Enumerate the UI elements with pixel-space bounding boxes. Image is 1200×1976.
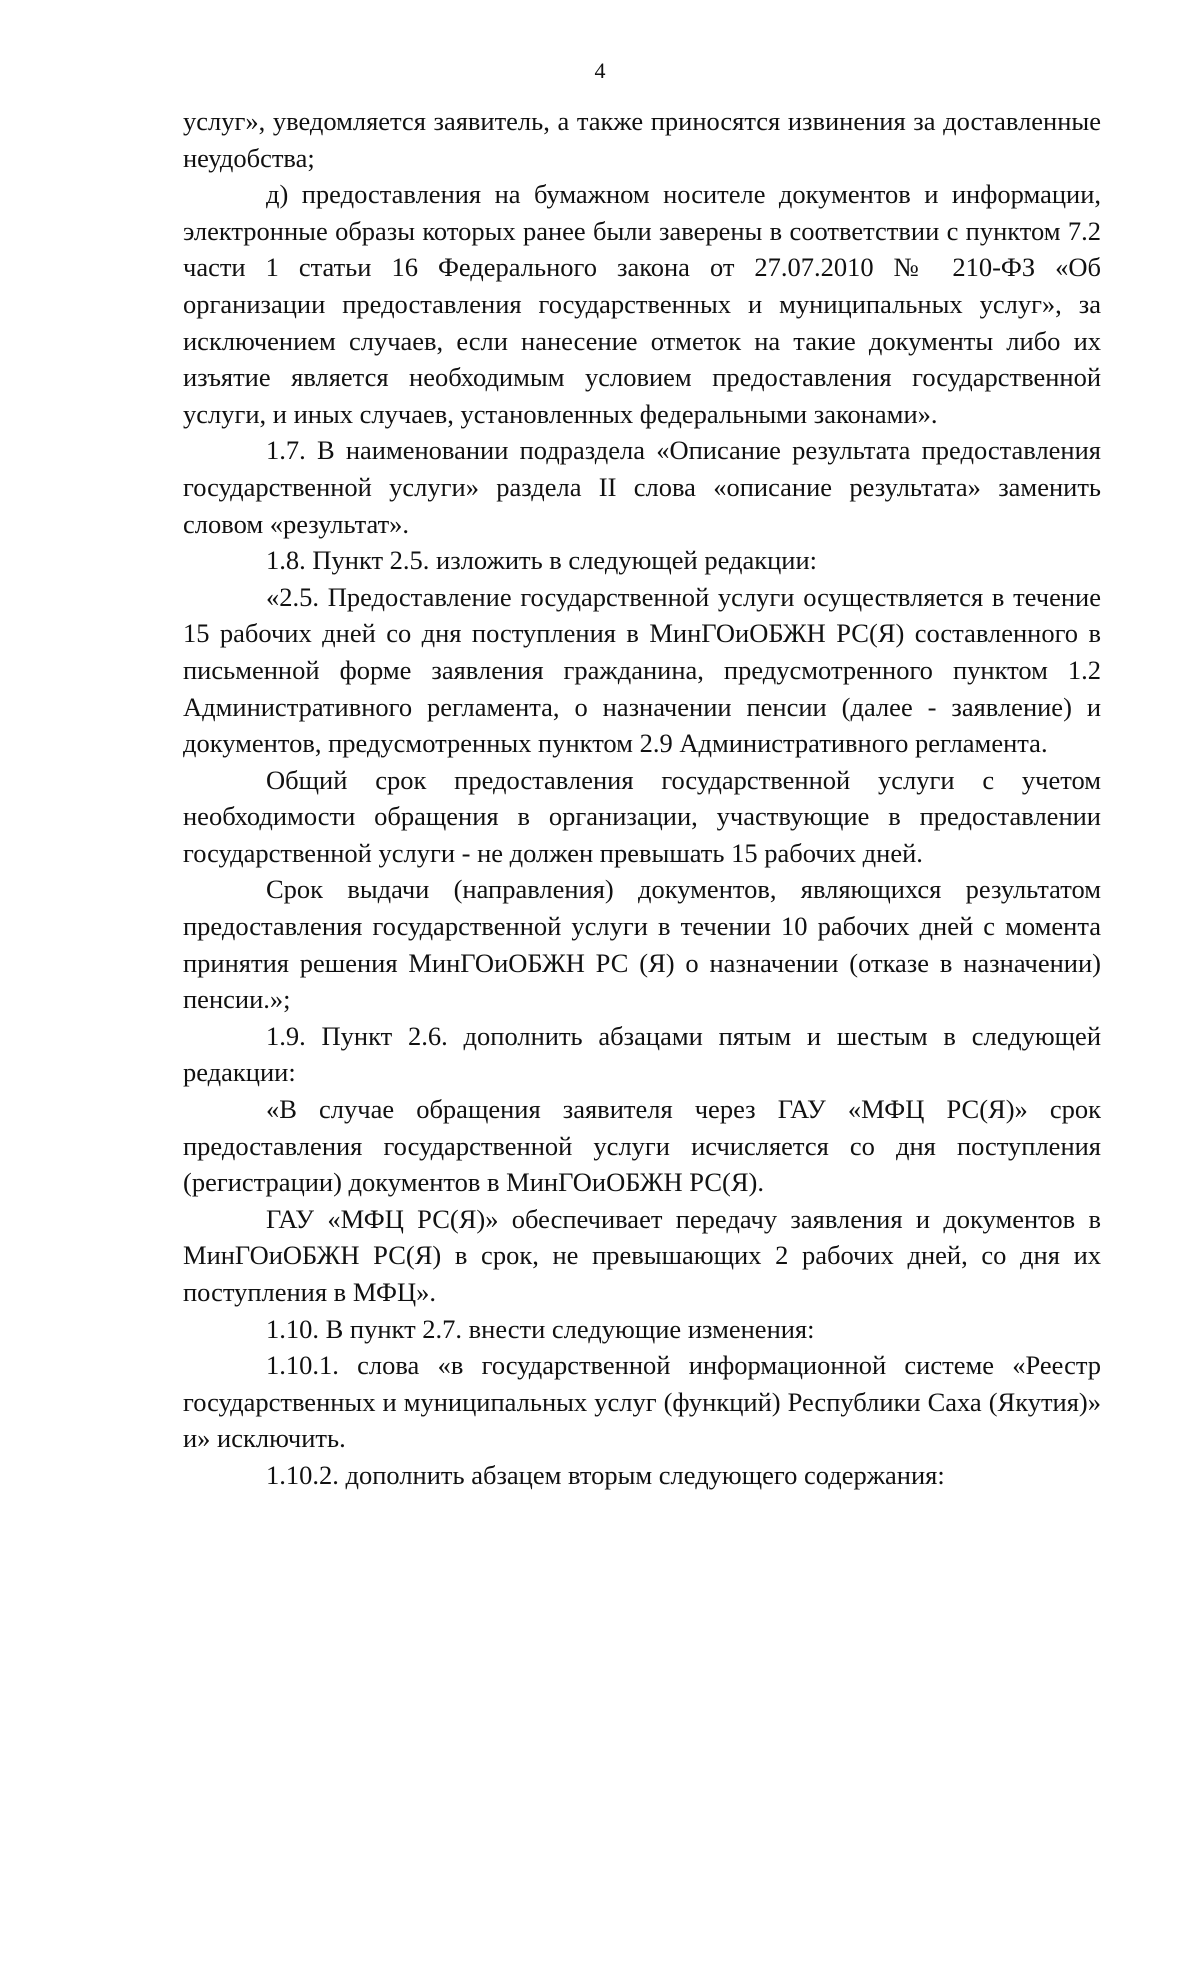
page-number: 4 [594, 58, 606, 83]
paragraph-1-10-1: 1.10.1. слова «в государственной информационной системе «Реестр государственных и муниципальных услуг (функций) Республики Саха (Якутия)» и» исключить. [183, 1350, 1101, 1454]
paragraph-1-8: 1.8. Пункт 2.5. изложить в следующей редакции: [266, 545, 818, 576]
paragraph-mfc-transfer: ГАУ «МФЦ РС(Я)» обеспечивает передачу заявления и документов в МинГОиОБЖН РС(Я) в срок, не превышающих 2 рабочих дней, со дня их поступления в МФЦ». [183, 1203, 1101, 1307]
paragraph-continuation: услуг», уведомляется заявитель, а также приносятся извинения за доставленные неудобства; [183, 106, 1101, 173]
paragraph-mfc-application: «В случае обращения заявителя через ГАУ «МФЦ РС(Я)» срок предоставления государственной услуги исчисляется со дня поступления (регистрации) документов в МинГОиОБЖН РС(Я). [183, 1094, 1101, 1198]
paragraph-issue-term: Срок выдачи (направления) документов, являющихся результатом предоставления государственной услуги в течении 10 рабочих дней с момента принятия решения МинГОиОБЖН РС (Я) о назначении (отказе в назначении) пенсии.»; [183, 874, 1101, 1015]
paragraph-1-10: 1.10. В пункт 2.7. внести следующие изменения: [266, 1313, 815, 1344]
paragraph-item-d: д) предоставления на бумажном носителе документов и информации, электронные образы которых ранее были заверены в соответствии с пунктом 7.2 части 1 статьи 16 Федерального закона от 27.07.2010 № 210-ФЗ «Об организации предоставления государственных и муниципальных услуг», за исключением случаев, если нанесение отметок на такие документы либо их изъятие является необходимым условием предоставления государственной услуги, и иных случаев, установленных федеральными законами». [183, 179, 1101, 429]
paragraph-1-7: 1.7. В наименовании подраздела «Описание результата предоставления государственной услуги» раздела II слова «описание результата» заменить словом «результат». [183, 435, 1101, 539]
paragraph-1-10-2: 1.10.2. дополнить абзацем вторым следующего содержания: [266, 1459, 945, 1490]
paragraph-1-9: 1.9. Пункт 2.6. дополнить абзацами пятым и шестым в следующей редакции: [183, 1020, 1101, 1088]
document-body [183, 103, 1101, 1494]
paragraph-total-term: Общий срок предоставления государственной услуги с учетом необходимости обращения в организации, участвующие в предоставлении государственной услуги - не должен превышать 15 рабочих дней. [183, 764, 1101, 868]
paragraph-2-5-text: «2.5. Предоставление государственной услуги осуществляется в течение 15 рабочих дней со дня поступления в МинГОиОБЖН РС(Я) составленного в письменной форме заявления гражданина, предусмотренного пунктом 1.2 Административного регламента, о назначении пенсии (далее - заявление) и документов, предусмотренных пунктом 2.9 Административного регламента. [183, 581, 1101, 759]
